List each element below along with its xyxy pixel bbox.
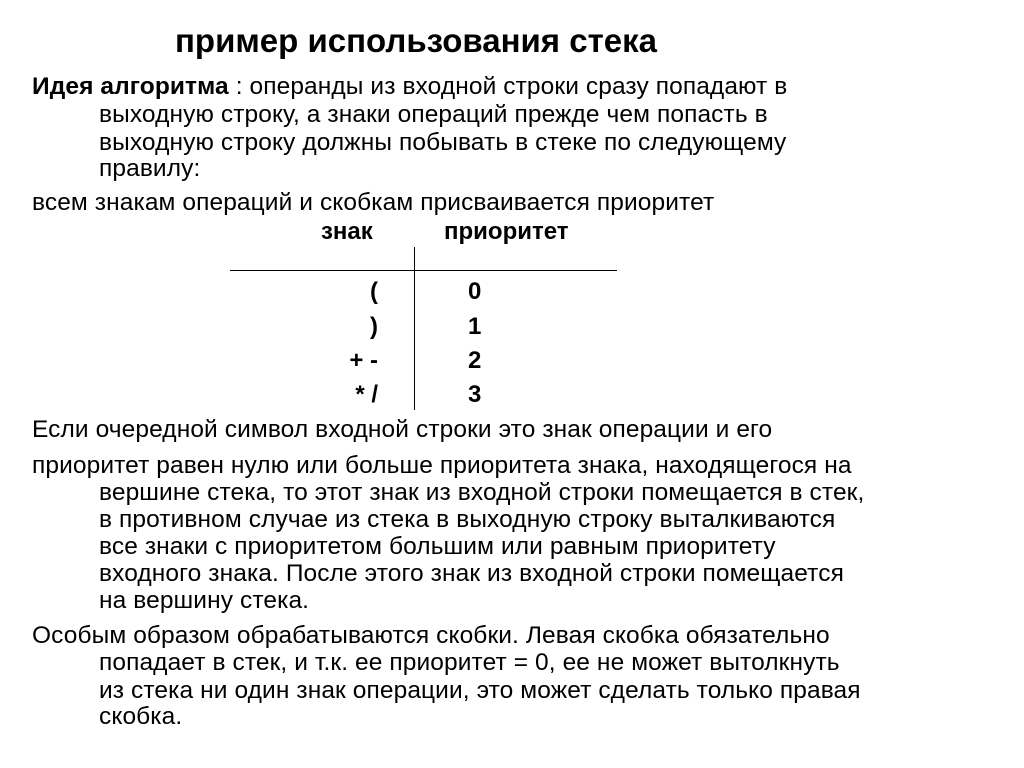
table-header-divider — [230, 270, 617, 271]
table-header-priority: приоритет — [444, 218, 569, 245]
rule-line-3: вершине стека, то этот знак из входной строки помещается в стек, — [99, 479, 865, 506]
table-column-divider — [414, 247, 415, 410]
brackets-line-2: попадает в стек, и т.к. ее приоритет = 0, ее не может вытолкнуть — [99, 649, 840, 676]
rule-line-6: входного знака. После этого знак из входной строки помещается — [99, 560, 844, 587]
table-row-3-sign: * / — [355, 381, 378, 408]
rule-line-5: все знаки с приоритетом большим или равным приоритету — [99, 533, 776, 560]
brackets-line-4: скобка. — [99, 703, 183, 730]
brackets-line-1: Особым образом обрабатываются скобки. Левая скобка обязательно — [32, 622, 830, 649]
idea-line-4: правилу: — [99, 155, 201, 182]
table-row-2-priority: 2 — [468, 347, 482, 374]
rule-line-1: Если очередной символ входной строки это знак операции и его — [32, 416, 773, 443]
table-row-1-priority: 1 — [468, 313, 482, 340]
rule-line-2: приоритет равен нулю или больше приоритета знака, находящегося на — [32, 452, 852, 479]
table-row-2-sign: + - — [349, 347, 378, 374]
idea-line-3: выходную строку должны побывать в стеке по следующему — [99, 129, 787, 156]
rule-line-4: в противном случае из стека в выходную строку выталкиваются — [99, 506, 836, 533]
idea-line-2: выходную строку, а знаки операций прежде чем попасть в — [99, 101, 768, 128]
table-row-0-priority: 0 — [468, 278, 482, 305]
table-row-0-sign: ( — [370, 278, 378, 305]
priority-intro: всем знакам операций и скобкам присваивается приоритет — [32, 189, 715, 216]
slide-title: пример использования стека — [175, 22, 657, 59]
idea-label: Идея алгоритма — [32, 73, 229, 100]
idea-line-1 — [32, 73, 787, 101]
brackets-line-3: из стека ни один знак операции, это может сделать только правая — [99, 677, 861, 704]
table-row-3-priority: 3 — [468, 381, 482, 408]
rule-line-7: на вершину стека. — [99, 587, 310, 614]
table-header-sign: знак — [321, 218, 373, 245]
idea-text-1: : операнды из входной строки сразу попадают в — [228, 73, 788, 100]
table-row-1-sign: ) — [370, 313, 378, 340]
